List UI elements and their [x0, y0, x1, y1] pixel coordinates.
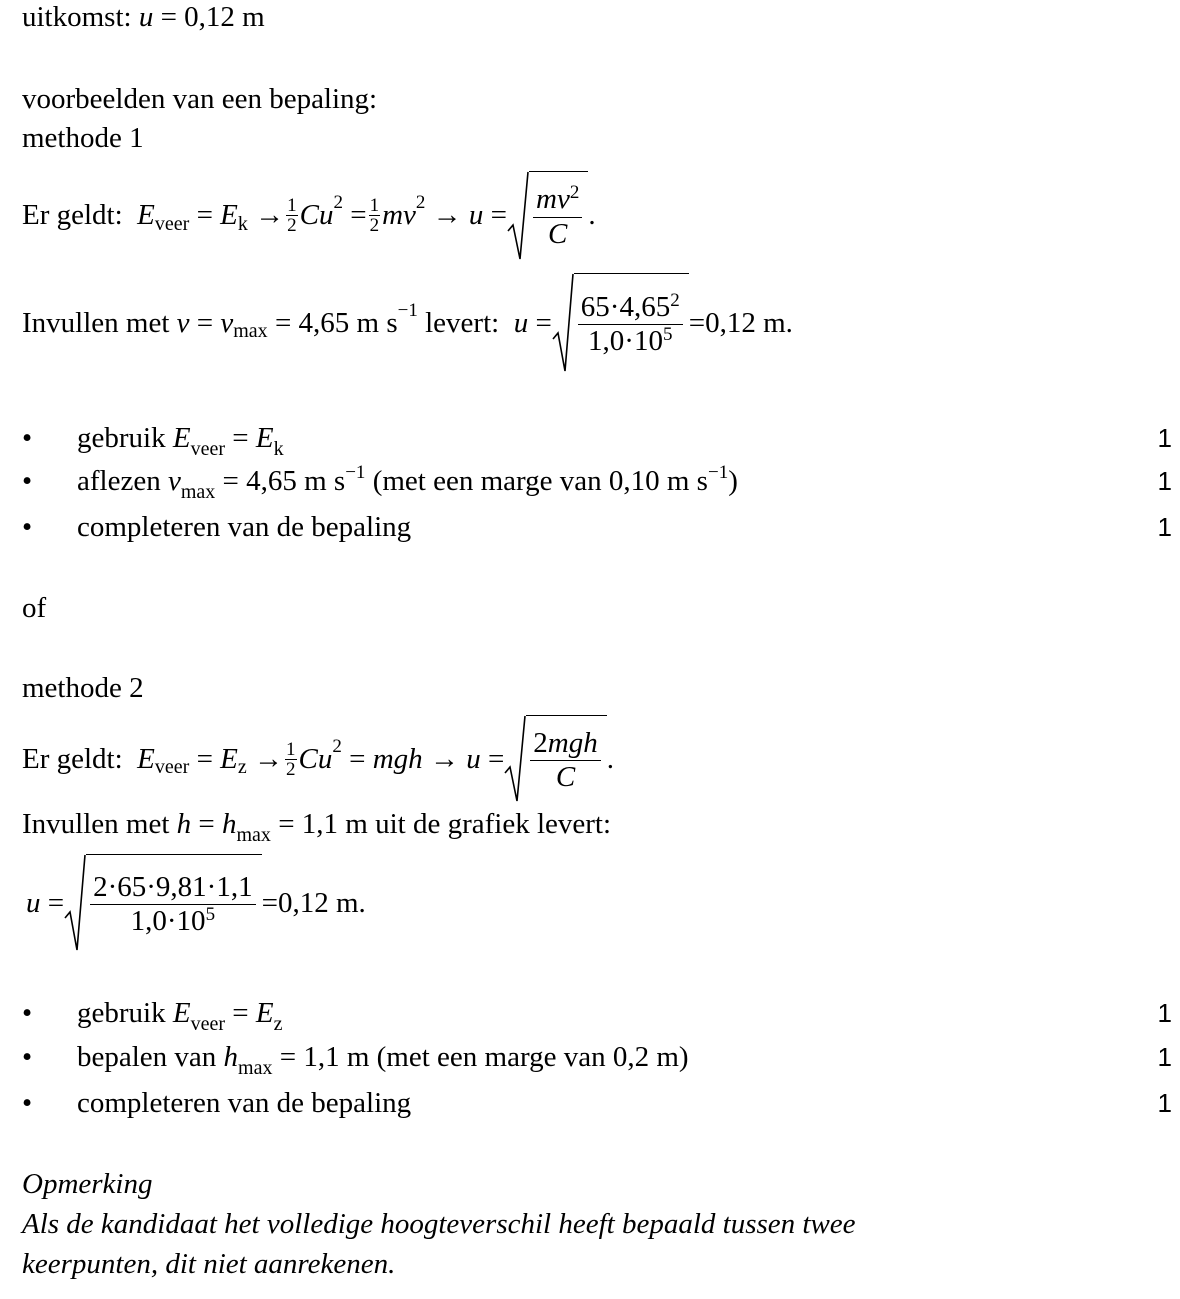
- remark-line: Als de kandidaat het volledige hoogteverschil heeft bepaald tussen twee: [22, 1208, 856, 1240]
- half-fraction: $\frac{1}{2}$: [369, 195, 380, 236]
- method1-substitution: Invullen met v = v max = 4,65 m s −1 levert: u = $\frac{65\cdot 4,65^2}{1,0\cdot 10^5}$ =0,12 m.: [22, 270, 793, 376]
- result-value: = 0,12 m: [160, 1, 265, 33]
- method2-substitution: u = $\frac{2\cdot 65\cdot 9,81\cdot 1,1}{1,0\cdot 10^5}$ =0,12 m.: [26, 852, 366, 954]
- method2-result: =0,12 m.: [261, 886, 366, 919]
- examples-heading: voorbeelden van een bepaling:: [22, 83, 378, 115]
- square-root: $\frac{2\cdot 65\cdot 9,81\cdot 1,1}{1,0\cdot 10^5}$: [64, 854, 261, 952]
- bullet-icon: •: [22, 422, 33, 454]
- square-root: $\frac{65\cdot 4,65^2}{1,0\cdot 10^5}$: [552, 273, 689, 373]
- result-label: uitkomst:: [22, 1, 132, 33]
- method2-equation: Er geldt: E veer = E z → $\frac{1}{2}$ Cu 2 = mgh → u = $\frac{\text{2mgh}}{C}$ .: [22, 712, 614, 806]
- result-line: [22, 0, 265, 35]
- method1-title: methode 1: [22, 122, 144, 154]
- or-label: of: [22, 592, 47, 624]
- result-var: u: [138, 1, 154, 33]
- eq-intro: Er geldt:: [22, 199, 123, 232]
- half-fraction: $\frac{1}{2}$: [286, 738, 296, 780]
- criterion-row: • gebruik $E_{veer} = E_z$ 1: [22, 997, 1172, 1035]
- method2-substitution-intro: Invullen met $h = h_{max} = 1,1$ m uit de grafiek levert:: [22, 808, 612, 846]
- criterion-points: 1: [1157, 423, 1172, 453]
- criterion-row: • completeren van de bepaling 1: [22, 1087, 1172, 1119]
- method1-result: =0,12 m.: [688, 306, 793, 339]
- criterion-row: • bepalen van $h_{max} = 1,1$ m (met een marge van 0,2 m) 1: [22, 1041, 1172, 1079]
- criterion-row: • gebruik $E_{veer} = E_k$ 1: [22, 422, 1172, 460]
- criterion-points: 1: [1157, 1088, 1172, 1118]
- method1-equation: Er geldt: E veer = E k → $\frac{1}{2}$ Cu 2 = $\frac{1}{2}$ mv 2 → u = $\frac{mv^2}{C}$ .: [22, 168, 596, 263]
- criterion-row: • aflezen $v_{max} = 4,65$ m $s^{-1}$ (met een marge van 0,10 m $s^{-1}$) 1: [22, 462, 1172, 503]
- method2-title: methode 2: [22, 672, 144, 704]
- remark-title: Opmerking: [22, 1168, 153, 1200]
- half-fraction: $\frac{1}{2}$: [287, 195, 297, 236]
- bullet-icon: •: [22, 1087, 33, 1119]
- fill-intro: Invullen met: [22, 306, 170, 339]
- criterion-points: 1: [1157, 1042, 1172, 1072]
- criterion-points: 1: [1157, 512, 1172, 542]
- bullet-icon: •: [22, 511, 33, 543]
- square-root: $\frac{mv^2}{C}$: [507, 171, 588, 261]
- bullet-icon: •: [22, 465, 33, 497]
- criterion-row: • completeren van de bepaling 1: [22, 511, 1172, 543]
- fill-value: = 4,65 m s: [274, 306, 398, 339]
- criterion-points: 1: [1157, 466, 1172, 496]
- bullet-icon: •: [22, 997, 33, 1029]
- bullet-icon: •: [22, 1041, 33, 1073]
- criterion-points: 1: [1157, 998, 1172, 1028]
- square-root: $\frac{\text{2mgh}}{C}$: [504, 715, 606, 803]
- remark-line: keerpunten, dit niet aanrekenen.: [22, 1248, 396, 1280]
